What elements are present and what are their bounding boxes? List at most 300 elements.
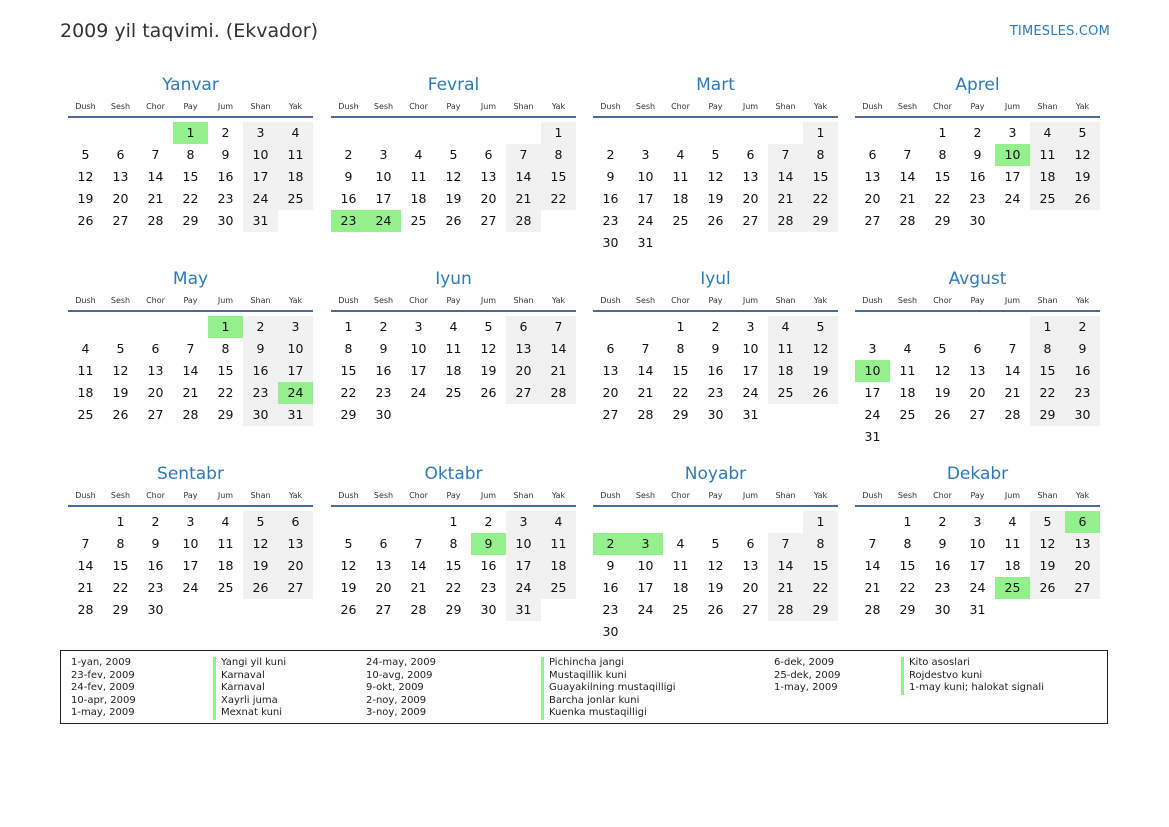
day-cell: 12 [340,558,357,573]
day-cell: 8 [938,147,947,162]
day-cell: 16 [217,169,234,184]
day-cell: 23 [602,602,619,617]
day-cell: 4 [768,316,803,338]
legend-date: 25-dek, 2009 [774,669,841,681]
empty-cell [733,511,768,533]
day-cell: 2 [1065,316,1100,338]
day-cell: 7 [768,533,803,555]
day-cell: 6 [868,147,877,162]
day-cell: 9 [606,169,615,184]
day-cell: 22 [445,580,462,595]
empty-cell [663,511,698,533]
day-cell: 29 [340,407,357,422]
day-cell: 1 [803,122,838,144]
weekday-header [593,294,838,308]
day-cell: 23 [375,385,392,400]
legend-date: 1-may, 2009 [774,682,838,694]
day-cell: 25 [445,385,462,400]
day-cell: 21 [77,580,94,595]
day-cell: 12 [934,363,951,378]
day-cell: 22 [934,191,951,206]
day-cell: 3 [973,514,982,529]
month-mart [593,74,838,254]
holiday-day: 9 [471,533,506,555]
day-cell: 25 [278,188,313,210]
month-divider [331,505,576,507]
day-cell: 5 [449,147,458,162]
day-cell: 12 [243,533,278,555]
day-cell: 13 [742,169,759,184]
day-grid [68,511,313,621]
holiday-day: 24 [366,210,401,232]
day-cell: 20 [375,580,392,595]
brand-link[interactable]: TIMESLES.COM [1009,24,1110,39]
legend-holiday-name: Rojdestvo kuni [909,669,983,681]
day-cell: 18 [672,191,689,206]
day-cell: 27 [278,577,313,599]
day-cell: 2 [938,514,947,529]
day-cell: 2 [606,147,615,162]
day-cell: 31 [864,429,881,444]
legend-holiday-name: Mustaqillik kuni [549,669,627,681]
day-cell: 7 [868,536,877,551]
weekday-header [331,489,576,503]
day-cell: 30 [147,602,164,617]
legend-holiday-name: Kuenka mustaqilligi [549,707,647,719]
weekday-label: Sesh [635,102,656,111]
day-cell: 27 [506,382,541,404]
day-cell: 20 [602,385,619,400]
day-cell: 25 [77,407,94,422]
empty-cell [593,511,628,533]
weekday-header [68,100,313,114]
empty-cell [855,316,890,338]
day-cell: 26 [1030,577,1065,599]
day-cell: 17 [637,191,654,206]
day-cell: 31 [506,599,541,621]
day-cell: 16 [375,363,392,378]
day-cell: 14 [768,555,803,577]
day-cell: 4 [676,147,685,162]
day-cell: 28 [637,407,654,422]
day-cell: 10 [375,169,392,184]
day-cell: 19 [77,191,94,206]
day-cell: 10 [182,536,199,551]
weekday-label: Shan [1037,491,1058,500]
weekday-label: Chor [671,296,690,305]
day-cell: 25 [541,577,576,599]
day-cell: 19 [803,360,838,382]
empty-cell [331,511,366,533]
day-cell: 6 [484,147,493,162]
day-cell: 16 [707,363,724,378]
legend-date: 23-fev, 2009 [71,669,135,681]
legend-holiday-name: Karnaval [221,682,265,694]
day-cell: 13 [969,363,986,378]
weekday-label: Dush [338,102,359,111]
day-cell: 29 [112,602,129,617]
day-cell: 21 [899,191,916,206]
day-cell: 27 [480,213,497,228]
empty-cell [855,122,890,144]
weekday-label: Jum [742,491,759,500]
holiday-day: 3 [628,533,663,555]
empty-cell [593,122,628,144]
day-cell: 9 [1065,338,1100,360]
day-cell: 14 [541,338,576,360]
weekday-label: Sesh [373,102,394,111]
day-cell: 4 [1030,122,1065,144]
day-cell: 1 [903,514,912,529]
day-cell: 14 [506,166,541,188]
month-oktabr [331,463,576,621]
day-cell: 19 [1065,166,1100,188]
day-cell: 24 [637,213,654,228]
month-yanvar [68,74,313,232]
empty-cell [698,122,733,144]
month-name: Sentabr [157,464,224,484]
day-cell: 18 [77,385,94,400]
day-cell: 9 [151,536,160,551]
day-cell: 1 [449,514,458,529]
day-cell: 12 [803,338,838,360]
holiday-day: 1 [173,122,208,144]
day-cell: 1 [116,514,125,529]
day-cell: 3 [1008,125,1017,140]
day-cell: 10 [637,558,654,573]
day-cell: 15 [112,558,129,573]
empty-cell [103,316,138,338]
day-cell: 19 [707,580,724,595]
weekday-label: Yak [1075,296,1090,305]
weekday-label: Jum [217,102,234,111]
day-cell: 20 [969,385,986,400]
day-cell: 8 [449,536,458,551]
day-cell: 17 [1004,169,1021,184]
weekday-label: Shan [775,296,796,305]
day-cell: 30 [934,602,951,617]
month-iyul [593,268,838,426]
day-cell: 16 [934,558,951,573]
day-cell: 18 [768,360,803,382]
weekday-label: Pay [446,296,461,305]
day-cell: 21 [1004,385,1021,400]
day-cell: 3 [641,147,650,162]
weekday-label: Dush [338,296,359,305]
month-aprel [855,74,1100,232]
weekday-label: Dush [338,491,359,500]
empty-cell [855,511,890,533]
legend-date: 1-yan, 2009 [71,657,131,668]
day-cell: 2 [484,514,493,529]
weekday-label: Chor [933,296,952,305]
holiday-day: 1 [208,316,243,338]
day-cell: 14 [864,558,881,573]
day-cell: 8 [116,536,125,551]
day-cell: 6 [746,147,755,162]
day-cell: 11 [410,169,427,184]
day-cell: 26 [112,407,129,422]
day-cell: 24 [410,385,427,400]
day-cell: 25 [410,213,427,228]
day-cell: 26 [77,213,94,228]
month-name: Iyun [435,269,472,289]
day-cell: 16 [1065,360,1100,382]
day-cell: 16 [147,558,164,573]
day-cell: 19 [445,191,462,206]
month-name: Dekabr [946,464,1009,484]
day-cell: 28 [506,210,541,232]
holiday-day: 10 [995,144,1030,166]
weekday-label: Yak [1075,102,1090,111]
day-cell: 1 [676,319,685,334]
day-cell: 28 [1004,407,1021,422]
day-cell: 20 [480,191,497,206]
day-cell: 4 [676,536,685,551]
day-cell: 25 [899,407,916,422]
day-cell: 15 [340,363,357,378]
day-cell: 23 [217,191,234,206]
day-cell: 11 [899,363,916,378]
day-cell: 31 [969,602,986,617]
weekday-label: Pay [970,102,985,111]
day-cell: 11 [1030,144,1065,166]
day-cell: 2 [151,514,160,529]
weekday-label: Jum [480,102,497,111]
day-cell: 11 [77,363,94,378]
day-cell: 5 [81,147,90,162]
day-cell: 9 [973,147,982,162]
weekday-label: Sesh [897,102,918,111]
day-cell: 5 [711,536,720,551]
day-cell: 3 [243,122,278,144]
weekday-label: Shan [513,296,534,305]
weekday-label: Yak [551,102,566,111]
day-cell: 11 [1004,536,1021,551]
day-cell: 29 [803,210,838,232]
day-cell: 2 [243,316,278,338]
holiday-legend [60,650,1108,724]
weekday-label: Jum [742,296,759,305]
day-cell: 19 [480,363,497,378]
legend-dates [774,657,840,695]
weekday-header [331,294,576,308]
day-cell: 28 [864,602,881,617]
month-name: Noyabr [684,464,747,484]
day-cell: 5 [344,536,353,551]
day-cell: 24 [637,602,654,617]
day-cell: 6 [116,147,125,162]
day-cell: 17 [864,385,881,400]
day-cell: 7 [541,316,576,338]
empty-cell [331,122,366,144]
day-cell: 15 [803,555,838,577]
day-cell: 25 [217,580,234,595]
legend-dates [71,657,136,720]
weekday-label: Sesh [635,491,656,500]
day-cell: 21 [768,577,803,599]
day-cell: 21 [410,580,427,595]
day-cell: 7 [1008,341,1017,356]
legend-names [541,657,676,720]
day-cell: 3 [278,316,313,338]
empty-cell [103,122,138,144]
weekday-label: Shan [250,491,271,500]
day-cell: 16 [480,558,497,573]
weekday-label: Pay [708,296,723,305]
day-cell: 31 [637,235,654,250]
day-cell: 21 [637,385,654,400]
day-grid [855,122,1100,232]
day-cell: 5 [1065,122,1100,144]
day-cell: 8 [221,341,230,356]
day-cell: 18 [1004,558,1021,573]
empty-cell [401,511,436,533]
month-name: Aprel [955,75,1000,95]
day-cell: 10 [742,341,759,356]
day-cell: 22 [217,385,234,400]
day-cell: 19 [1030,555,1065,577]
weekday-label: Sesh [635,296,656,305]
day-cell: 24 [864,407,881,422]
day-grid [68,316,313,426]
day-cell: 14 [1004,363,1021,378]
day-cell: 10 [243,144,278,166]
day-cell: 26 [934,407,951,422]
day-cell: 20 [1065,555,1100,577]
weekday-label: Chor [146,491,165,500]
day-cell: 26 [803,382,838,404]
weekday-label: Dush [600,296,621,305]
empty-cell [890,316,925,338]
day-cell: 27 [112,213,129,228]
day-cell: 7 [81,536,90,551]
day-cell: 7 [641,341,650,356]
day-cell: 7 [186,341,195,356]
empty-cell [628,122,663,144]
empty-cell [436,122,471,144]
empty-cell [768,511,803,533]
day-cell: 9 [243,338,278,360]
empty-cell [890,122,925,144]
day-cell: 29 [445,602,462,617]
day-cell: 15 [445,558,462,573]
weekday-label: Dush [75,491,96,500]
day-cell: 23 [243,382,278,404]
day-cell: 25 [768,382,803,404]
day-cell: 14 [768,166,803,188]
legend-date: 2-noy, 2009 [366,694,427,706]
day-cell: 28 [768,599,803,621]
day-cell: 14 [637,363,654,378]
weekday-label: Sesh [897,296,918,305]
weekday-label: Jum [480,491,497,500]
weekday-label: Shan [250,296,271,305]
day-cell: 21 [541,360,576,382]
day-cell: 6 [746,536,755,551]
day-cell: 30 [217,213,234,228]
day-cell: 3 [379,147,388,162]
day-cell: 22 [803,188,838,210]
day-cell: 25 [672,602,689,617]
month-sentabr [68,463,313,621]
legend-date: 10-avg, 2009 [366,669,433,681]
day-cell: 26 [243,577,278,599]
day-cell: 16 [243,360,278,382]
month-avgust [855,268,1100,448]
empty-cell [68,511,103,533]
weekday-label: Shan [775,102,796,111]
legend-holiday-name: Kito asoslari [909,657,971,668]
weekday-label: Jum [1004,102,1021,111]
legend-date: 1-may, 2009 [71,707,135,719]
weekday-label: Shan [1037,102,1058,111]
weekday-label: Dush [862,102,883,111]
day-cell: 13 [278,533,313,555]
weekday-label: Jum [217,491,234,500]
day-cell: 12 [1030,533,1065,555]
day-cell: 1 [803,511,838,533]
weekday-label: Dush [75,296,96,305]
day-cell: 6 [151,341,160,356]
day-cell: 17 [278,360,313,382]
month-name: Yanvar [162,75,219,95]
day-cell: 23 [934,580,951,595]
weekday-label: Jum [1004,491,1021,500]
day-cell: 8 [676,341,685,356]
day-cell: 11 [768,338,803,360]
day-grid [855,511,1100,621]
day-cell: 20 [278,555,313,577]
day-cell: 13 [742,558,759,573]
day-cell: 25 [672,213,689,228]
weekday-label: Yak [551,491,566,500]
day-cell: 28 [410,602,427,617]
holiday-day: 24 [278,382,313,404]
month-name: Fevral [427,75,480,95]
weekday-label: Pay [708,491,723,500]
day-cell: 22 [803,577,838,599]
legend-holiday-name: Pichincha jangi [549,657,625,668]
day-cell: 13 [375,558,392,573]
day-cell: 16 [602,580,619,595]
day-cell: 11 [672,169,689,184]
day-cell: 3 [868,341,877,356]
day-cell: 24 [742,385,759,400]
weekday-header [68,294,313,308]
day-cell: 6 [506,316,541,338]
legend-date: 24-fev, 2009 [71,682,135,694]
day-cell: 28 [899,213,916,228]
day-cell: 4 [903,341,912,356]
month-divider [331,310,576,312]
day-cell: 14 [899,169,916,184]
weekday-label: Yak [288,102,303,111]
day-cell: 18 [217,558,234,573]
day-cell: 1 [938,125,947,140]
day-cell: 6 [379,536,388,551]
weekday-label: Pay [708,102,723,111]
day-cell: 3 [506,511,541,533]
day-cell: 15 [899,558,916,573]
day-cell: 29 [899,602,916,617]
holiday-day: 6 [1065,511,1100,533]
day-cell: 18 [1030,166,1065,188]
day-cell: 11 [541,533,576,555]
day-cell: 20 [742,191,759,206]
day-cell: 17 [969,558,986,573]
day-cell: 18 [410,191,427,206]
